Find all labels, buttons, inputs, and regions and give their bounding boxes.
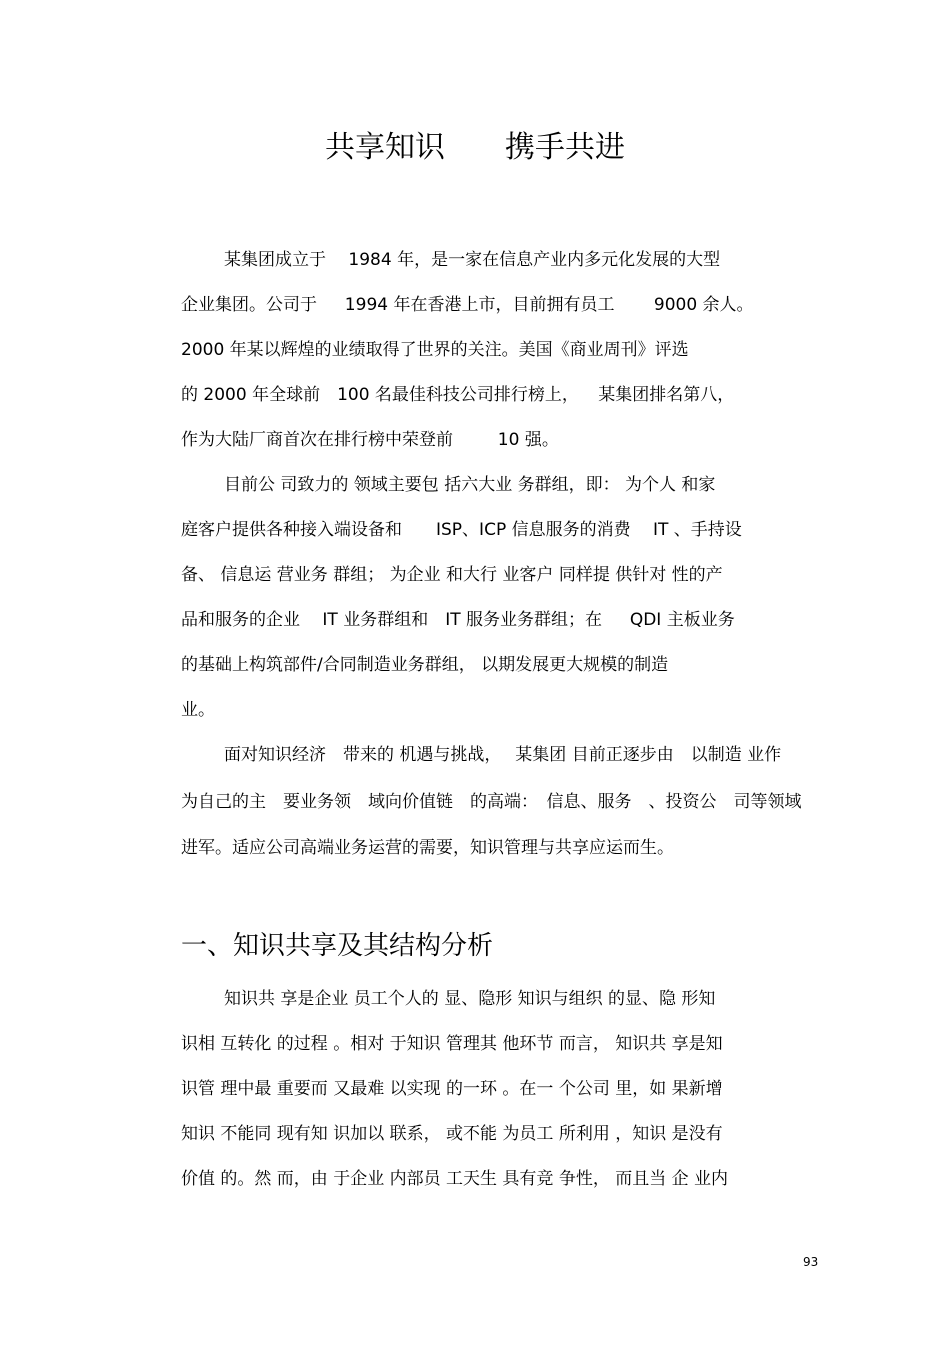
section-paragraph-line-2: 识相 互转化 的过程 。相对 于知识 管理其 他环节 而言， 知识共 享是知	[181, 1034, 723, 1054]
intro-paragraph-3-line-1: 面对知识经济 带来的 机遇与挑战， 某集团 目前正逐步由 以制造 业作	[224, 745, 782, 765]
intro-paragraph-2-line-4: 品和服务的企业 IT 业务群组和 IT 服务业务群组；在 QDI 主板业务	[181, 610, 735, 630]
page-number: 93	[803, 1255, 819, 1269]
section-paragraph-line-5: 价值 的。然 而，由 于企业 内部员 工天生 具有竞 争性， 而且当 企 业内	[181, 1169, 729, 1189]
intro-paragraph-2-line-1: 目前公 司致力的 领域主要包 括六大业 务群组，即： 为个人 和家	[224, 475, 716, 495]
intro-paragraph-2-line-2: 庭客户提供各种接入端设备和 ISP、ICP 信息服务的消费 IT 、手持设	[181, 520, 742, 540]
section-paragraph-line-3: 识管 理中最 重要而 又最难 以实现 的一环 。在一 个公司 里，如 果新增	[181, 1079, 723, 1099]
section-paragraph-line-4: 知识 不能同 现有知 识加以 联系， 或不能 为员工 所利用 ，知识 是没有	[181, 1124, 723, 1144]
intro-paragraph-1-line-3: 2000 年某以辉煌的业绩取得了世界的关注。美国《商业周刊》评选	[181, 340, 689, 360]
intro-paragraph-1-line-5: 作为大陆厂商首次在排行榜中荣登前 10 强。	[181, 430, 559, 450]
section-heading: 一、知识共享及其结构分析	[181, 931, 494, 961]
document-title: 共享知识 携手共进	[325, 130, 625, 165]
intro-paragraph-1-line-1: 某集团成立于 1984 年，是一家在信息产业内多元化发展的大型	[224, 250, 721, 270]
intro-paragraph-2-line-6: 业。	[181, 700, 215, 720]
intro-paragraph-2-line-3: 备、 信息运 营业务 群组； 为企业 和大行 业客户 同样提 供针对 性的产	[181, 565, 723, 585]
intro-paragraph-1-line-2: 企业集团。公司于 1994 年在香港上市，目前拥有员工 9000 余人。	[181, 295, 754, 315]
section-paragraph-line-1: 知识共 享是企业 员工个人的 显、隐形 知识与组织 的显、隐 形知	[224, 989, 716, 1009]
intro-paragraph-2-line-5: 的基础上构筑部件/合同制造业务群组， 以期发展更大规模的制造	[181, 655, 669, 675]
intro-paragraph-3-line-2: 为自己的主 要业务领 域向价值链 的高端： 信息、服务 、投资公 司等领域	[181, 792, 802, 812]
intro-paragraph-3-line-3: 进军。适应公司高端业务运营的需要，知识管理与共享应运而生。	[181, 838, 674, 858]
intro-paragraph-1-line-4: 的 2000 年全球前 100 名最佳科技公司排行榜上， 某集团排名第八，	[181, 385, 735, 405]
